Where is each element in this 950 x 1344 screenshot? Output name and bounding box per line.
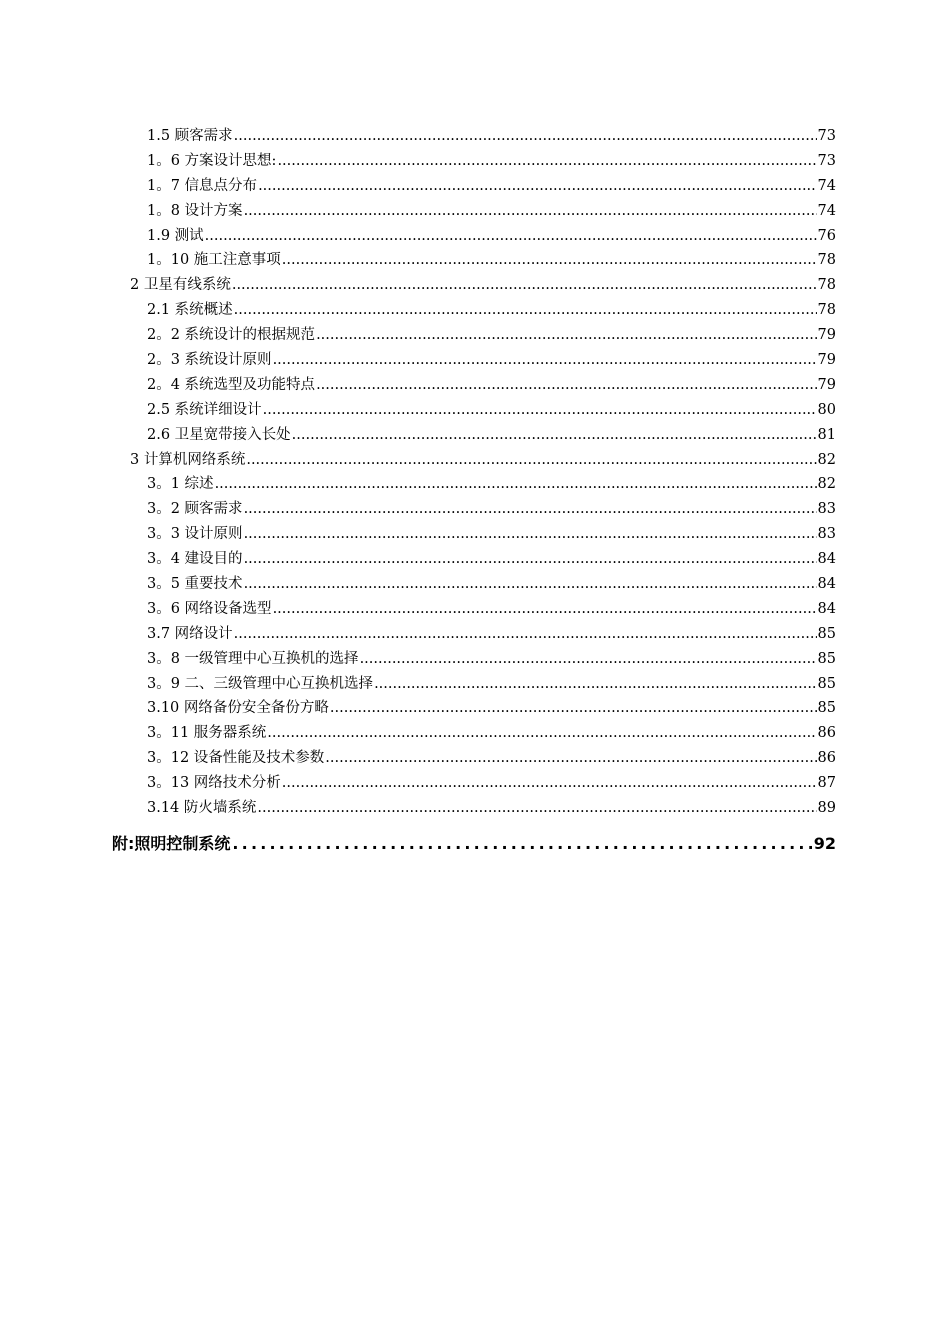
toc-entry[interactable] (147, 199, 836, 224)
toc-entry-title: 3。9 二、三级管理中心互换机选择 (147, 675, 374, 692)
toc-entry-title: 3。3 设计原则 (147, 526, 243, 543)
toc-entry[interactable] (147, 149, 836, 174)
toc-leader-dots (258, 174, 816, 199)
toc-entry[interactable] (147, 672, 836, 697)
toc-entry[interactable] (147, 298, 836, 323)
toc-entry[interactable] (147, 124, 836, 149)
toc-entry[interactable] (147, 647, 836, 672)
toc-entry-page: 73 (817, 128, 836, 144)
toc-entry-page: 74 (817, 202, 836, 219)
toc-entry-title: 2。2 系统设计的根据规范 (147, 327, 316, 344)
toc-entry-title: 附:照明控制系统 (112, 834, 231, 853)
toc-leader-dots (234, 124, 817, 149)
toc-entry[interactable] (147, 348, 836, 373)
toc-entry-page: 83 (817, 501, 836, 518)
toc-leader-dots (244, 547, 817, 572)
toc-entry-title: 2.1 系统概述 (147, 302, 233, 319)
toc-entry-page: 84 (817, 576, 836, 593)
toc-entry-title: 3。5 重要技术 (147, 576, 243, 593)
toc-entry-title: 1。10 施工注意事项 (147, 252, 281, 269)
toc-entry[interactable] (147, 398, 836, 423)
toc-entry-title: 3.14 防火墙系统 (147, 800, 257, 817)
toc-entry[interactable] (147, 174, 836, 199)
toc-entry-page: 74 (817, 177, 836, 194)
toc-entry[interactable] (147, 771, 836, 796)
toc-entry[interactable] (147, 248, 836, 273)
toc-entry-title: 2.6 卫星宽带接入长处 (147, 426, 291, 443)
toc-entry[interactable] (147, 224, 836, 249)
toc-leader-dots (292, 423, 817, 448)
toc-leader-dots (215, 472, 817, 497)
toc-leader-dots (244, 199, 817, 224)
toc-leader-dots (277, 149, 816, 174)
toc-entry-page: 86 (817, 750, 836, 767)
toc-leader-dots (330, 696, 817, 721)
toc-entry-page: 84 (817, 551, 836, 568)
toc-leader-dots (282, 248, 817, 273)
toc-entry-page: 85 (817, 675, 836, 692)
toc-leader-dots (232, 273, 817, 298)
toc-leader-dots (232, 831, 811, 857)
toc-leader-dots (316, 373, 816, 398)
toc-entry[interactable] (147, 547, 836, 572)
toc-leader-dots (263, 398, 817, 423)
toc-entry[interactable] (147, 746, 836, 771)
toc-entry[interactable] (147, 597, 836, 622)
toc-leader-dots (267, 721, 816, 746)
toc-leader-dots (273, 597, 817, 622)
toc-entry-page: 76 (817, 227, 836, 244)
toc-entry[interactable] (147, 323, 836, 348)
toc-entry-title: 1.5 顾客需求 (147, 128, 233, 144)
toc-entry-page: 84 (817, 600, 836, 617)
toc-leader-dots (244, 572, 817, 597)
toc-leader-dots (273, 348, 817, 373)
toc-entry-title: 3 计算机网络系统 (130, 451, 246, 468)
table-of-contents (0, 124, 950, 821)
toc-leader-dots (360, 647, 817, 672)
toc-entry-page: 79 (817, 327, 836, 344)
toc-entry-page: 85 (817, 700, 836, 717)
toc-leader-dots (234, 298, 817, 323)
toc-leader-dots (316, 323, 816, 348)
toc-leader-dots (257, 796, 816, 821)
toc-leader-dots (244, 522, 817, 547)
toc-entry-page: 92 (813, 834, 836, 853)
toc-entry-page: 82 (817, 451, 836, 468)
toc-appendix-entry[interactable] (112, 831, 836, 857)
toc-entry[interactable] (147, 423, 836, 448)
toc-entry[interactable] (147, 696, 836, 721)
toc-entry-title: 2 卫星有线系统 (130, 277, 231, 294)
toc-entry[interactable] (147, 472, 836, 497)
toc-entry-title: 1.9 测试 (147, 227, 204, 244)
toc-entry[interactable] (147, 373, 836, 398)
toc-entry-page: 80 (817, 401, 836, 418)
toc-leader-dots (325, 746, 816, 771)
toc-entry-title: 2。3 系统设计原则 (147, 352, 272, 369)
toc-entry-title: 3.10 网络备份安全备份方略 (147, 700, 329, 717)
toc-entry-page: 86 (817, 725, 836, 742)
toc-entry-page: 87 (817, 775, 836, 792)
toc-entry-title: 3。4 建设目的 (147, 551, 243, 568)
toc-entry[interactable] (147, 497, 836, 522)
toc-entry-title: 3。1 综述 (147, 476, 214, 493)
toc-entry-page: 73 (817, 152, 836, 169)
toc-entry[interactable] (147, 721, 836, 746)
toc-entry-title: 3.7 网络设计 (147, 625, 233, 642)
toc-entry-title: 2。4 系统选型及功能特点 (147, 376, 316, 393)
toc-entry-page: 78 (817, 277, 836, 294)
toc-entry-title: 1。8 设计方案 (147, 202, 243, 219)
toc-entry-title: 1。7 信息点分布 (147, 177, 258, 194)
toc-entry-title: 3。2 顾客需求 (147, 501, 243, 518)
toc-leader-dots (282, 771, 817, 796)
toc-entry-page: 85 (817, 650, 836, 667)
toc-leader-dots (205, 224, 817, 249)
toc-entry-page: 89 (817, 800, 836, 817)
toc-entry-title: 1。6 方案设计思想: (147, 152, 277, 169)
toc-entry-page: 79 (817, 352, 836, 369)
toc-entry-page: 83 (817, 526, 836, 543)
toc-entry[interactable] (130, 273, 836, 298)
toc-entry-page: 85 (817, 625, 836, 642)
toc-entry-page: 78 (817, 252, 836, 269)
toc-entry-title: 3。11 服务器系统 (147, 725, 267, 742)
toc-leader-dots (244, 497, 817, 522)
toc-entry-title: 3。6 网络设备选型 (147, 600, 272, 617)
toc-entry-page: 79 (817, 376, 836, 393)
toc-entry[interactable] (147, 796, 836, 821)
toc-leader-dots (374, 672, 816, 697)
toc-entry-page: 81 (817, 426, 836, 443)
toc-entry-page: 82 (817, 476, 836, 493)
toc-entry-page: 78 (817, 302, 836, 319)
toc-entry[interactable] (147, 522, 836, 547)
toc-entry[interactable] (130, 448, 836, 473)
toc-entry-title: 3。13 网络技术分析 (147, 775, 281, 792)
toc-entry-title: 3。8 一级管理中心互换机的选择 (147, 650, 359, 667)
toc-leader-dots (246, 448, 816, 473)
toc-entry-title: 3。12 设备性能及技术参数 (147, 750, 325, 767)
toc-entry[interactable] (147, 622, 836, 647)
toc-entry-title: 2.5 系统详细设计 (147, 401, 262, 418)
toc-leader-dots (234, 622, 817, 647)
toc-entry[interactable] (147, 572, 836, 597)
